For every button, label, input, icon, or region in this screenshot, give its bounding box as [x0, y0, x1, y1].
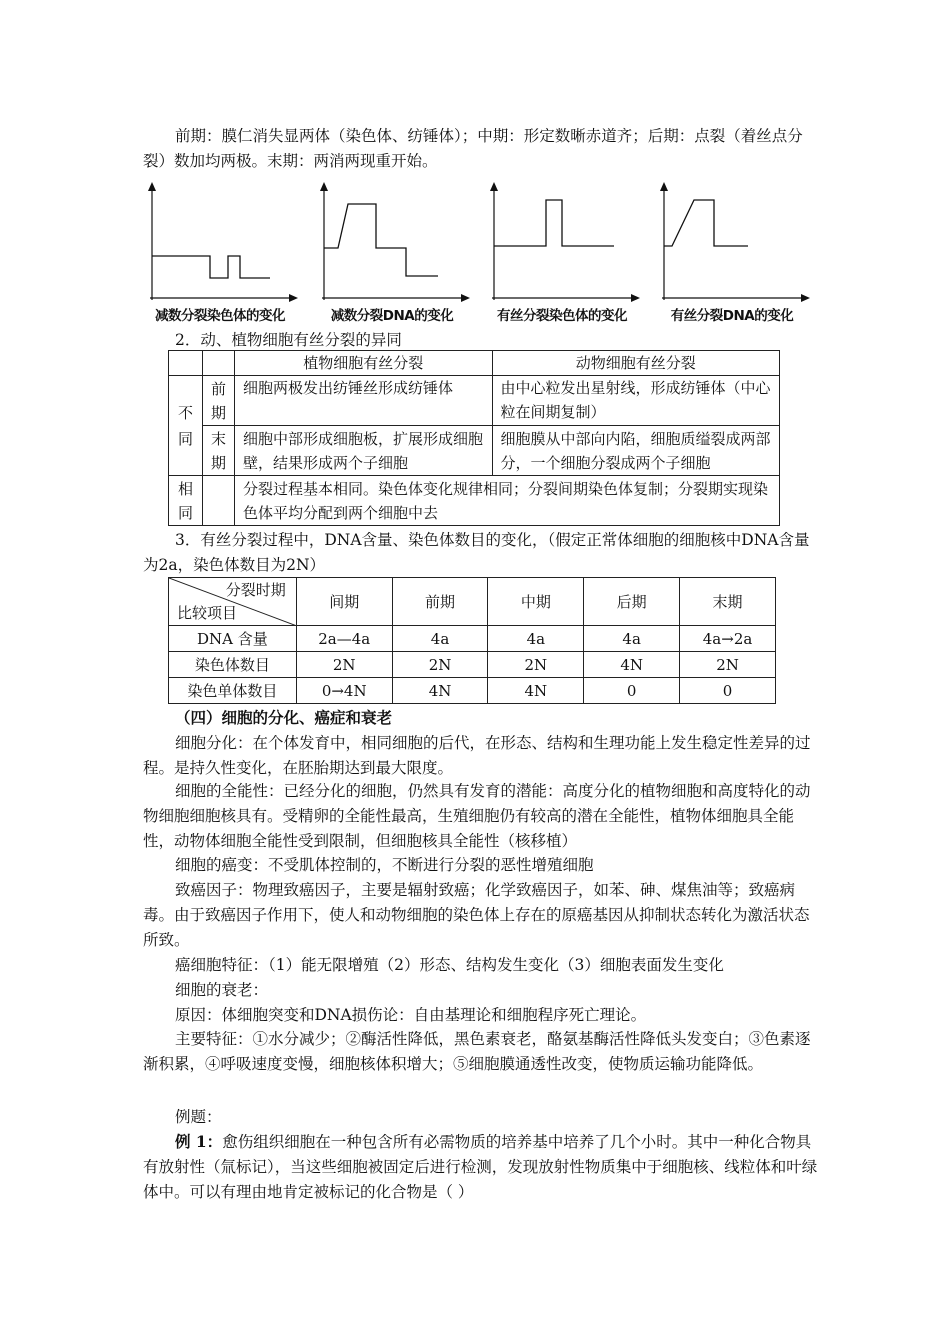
corner-bottom-label: 比较项目	[177, 604, 238, 622]
table-cell: 4N	[392, 678, 488, 704]
aging-cause-paragraph: 原因：体细胞突变和DNA损伤论：自由基理论和细胞程序死亡理论。	[175, 1006, 647, 1024]
example-1-prefix: 例 1：	[175, 1132, 223, 1151]
graph-caption: 减数分裂DNA的变化	[330, 308, 454, 324]
column-header: 中期	[488, 578, 584, 626]
empty-cell	[202, 476, 234, 526]
same-label: 相同	[169, 476, 203, 526]
diff-label: 不同	[169, 376, 203, 476]
table-row	[169, 626, 776, 652]
graph-mitosis-dna-plot	[652, 180, 812, 310]
table-cell: 4a→2a	[680, 626, 776, 652]
table-cell: 4a	[584, 626, 680, 652]
table-cell: 2N	[392, 652, 488, 678]
table-cell: 0	[584, 678, 680, 704]
row-label: 染色体数目	[169, 652, 297, 678]
corner-top-label: 分裂时期	[225, 581, 286, 599]
graph-meiosis-dna-plot	[312, 180, 472, 310]
cancer-features-paragraph: 癌细胞特征：（1）能无限增殖（2）形态、结构发生变化（3）细胞表面发生变化	[175, 956, 724, 974]
graph-mitosis-chromosome	[482, 180, 642, 330]
column-header: 前期	[392, 578, 488, 626]
header-plant: 植物细胞有丝分裂	[234, 351, 492, 376]
table-cell: 2N	[680, 652, 776, 678]
animal-cell: 细胞膜从中部向内陷，细胞质缢裂成两部分，一个细胞分裂成两个子细胞	[492, 426, 780, 476]
graph-row	[140, 180, 820, 330]
graph-mitosis-dna	[652, 180, 812, 330]
phase-cell: 前期	[202, 376, 234, 426]
graph-caption: 有丝分裂染色体的变化	[497, 308, 627, 324]
table-cell: 0→4N	[296, 678, 392, 704]
section-4-title: （四）细胞的分化、癌症和衰老	[175, 708, 393, 727]
section-2-title: 2．动、植物细胞有丝分裂的异同	[175, 331, 402, 349]
column-header: 后期	[584, 578, 680, 626]
animal-cell: 由中心粒发出星射线，形成纺锤体（中心粒在间期复制）	[492, 376, 780, 426]
phase-cell: 末期	[202, 426, 234, 476]
column-header: 间期	[296, 578, 392, 626]
carcinogens-paragraph: 致癌因子：物理致癌因子，主要是辐射致癌；化学致癌因子，如苯、砷、煤焦油等；致癌病毒。由于致癌因子作用下，使人和动物细胞的染色体上存在的原癌基因从抑制状态转化为激活状态所致。	[143, 881, 810, 949]
graph-caption: 有丝分裂DNA的变化	[670, 308, 794, 324]
aging-paragraph: 细胞的衰老：	[175, 981, 269, 999]
column-header: 末期	[680, 578, 776, 626]
plant-animal-mitosis-table	[168, 350, 780, 526]
examples-label: 例题：	[175, 1108, 222, 1126]
aging-features-paragraph: 主要特征：①水分减少；②酶活性降低，黑色素衰老，酪氨基酶活性降低头发变白；③色素逐渐积累，④呼吸速度变慢，细胞核体积增大；⑤细胞膜通透性改变，使物质运输功能降低。	[143, 1030, 811, 1073]
graph-mitosis-chromosome-plot	[482, 180, 642, 310]
cancerization-paragraph: 细胞的癌变：不受肌体控制的，不断进行分裂的恶性增殖细胞	[175, 856, 594, 874]
row-label: DNA 含量	[169, 626, 297, 652]
plant-cell: 细胞两极发出纺锤丝形成纺锤体	[234, 376, 492, 426]
table-cell: 2a—4a	[296, 626, 392, 652]
table-corner-cell	[169, 351, 203, 376]
differentiation-paragraph: 细胞分化：在个体发育中，相同细胞的后代，在形态、结构和生理功能上发生稳定性差异的过程。是持久性变化，在胚胎期达到最大限度。	[143, 734, 811, 777]
graph-meiosis-dna	[312, 180, 472, 330]
graph-caption: 减数分裂染色体的变化	[155, 308, 285, 324]
graph-meiosis-chromosome-plot	[140, 180, 300, 310]
table-cell: 2N	[488, 652, 584, 678]
table-cell: 0	[680, 678, 776, 704]
dna-chromosome-table	[168, 577, 776, 704]
graph-meiosis-chromosome	[140, 180, 300, 330]
table-cell: 4N	[584, 652, 680, 678]
row-label: 染色单体数目	[169, 678, 297, 704]
example-1	[143, 1129, 823, 1205]
table-cell: 4a	[392, 626, 488, 652]
table-row	[169, 652, 776, 678]
section-3-title: 3．有丝分裂过程中，DNA含量、染色体数目的变化，（假定正常体细胞的细胞核中DNA含量为2a，染色体数目为2N）	[143, 531, 810, 574]
plant-cell: 细胞中部形成细胞板，扩展形成细胞壁，结果形成两个子细胞	[234, 426, 492, 476]
totipotency-paragraph: 细胞的全能性：已经分化的细胞，仍然具有发育的潜能：高度分化的植物细胞和高度特化的动物细胞细胞核具有。受精卵的全能性最高，生殖细胞仍有较高的潜在全能性，植物体细胞具全能性，动物体细胞全能性受到限制，但细胞核具全能性（核移植）	[143, 782, 811, 850]
table-cell: 4N	[488, 678, 584, 704]
table-corner-cell	[202, 351, 234, 376]
mitosis-phases-text: 前期：膜仁消失显两体（染色体、纺锤体）；中期：形定数晰赤道齐；后期：点裂（着丝点分裂）数加均两极。末期：两消两现重开始。	[143, 127, 803, 170]
table-row	[169, 678, 776, 704]
example-1-text: 愈伤组织细胞在一种包含所有必需物质的培养基中培养了几个小时。其中一种化合物具有放射性（氚标记），当这些细胞被固定后进行检测，发现放射性物质集中于细胞核、线粒体和叶绿体中。可以有理由地肯定被标记的化合物是（ ）	[143, 1133, 818, 1201]
table-corner-diagonal	[169, 578, 297, 626]
table-cell: 2N	[296, 652, 392, 678]
table-cell: 4a	[488, 626, 584, 652]
header-animal: 动物细胞有丝分裂	[492, 351, 780, 376]
same-text: 分裂过程基本相同。染色体变化规律相同；分裂间期染色体复制；分裂期实现染色体平均分配到两个细胞中去	[234, 476, 779, 526]
